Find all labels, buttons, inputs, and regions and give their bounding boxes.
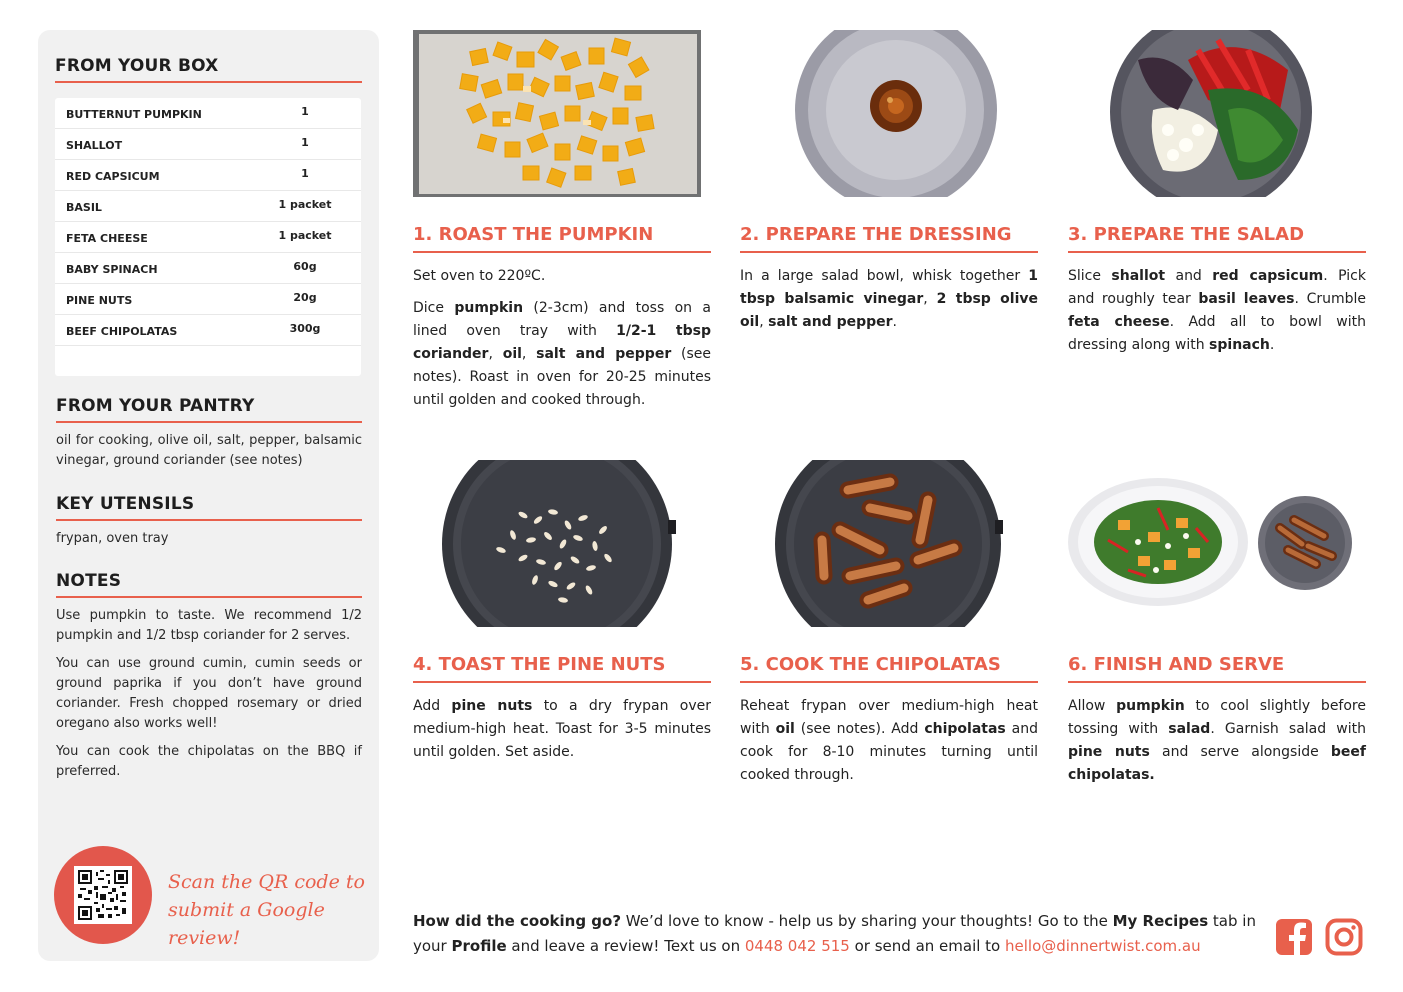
box-ingredients-table bbox=[55, 98, 361, 376]
profile-link[interactable]: Profile bbox=[451, 937, 507, 955]
roast-pumpkin-photo bbox=[413, 30, 701, 197]
note-item: You can cook the chipolatas on the BBQ if preferred. bbox=[56, 744, 362, 779]
step-5 bbox=[740, 654, 1038, 787]
ingredient-row bbox=[55, 222, 361, 253]
ingredient-row bbox=[55, 253, 361, 284]
ingredient-row bbox=[55, 284, 361, 315]
qr-code[interactable] bbox=[74, 866, 132, 924]
step-2 bbox=[740, 224, 1038, 334]
qr-code-icon bbox=[78, 870, 128, 920]
ingredient-qty: 300g bbox=[289, 322, 321, 335]
ingredient-row bbox=[55, 315, 361, 346]
pine-nuts-pan-photo bbox=[413, 460, 711, 627]
qr-caption-line: submit a Google review! bbox=[168, 899, 325, 949]
step-text: Set oven to 220ºC. bbox=[413, 268, 546, 284]
ingredient-row bbox=[55, 191, 361, 222]
ingredient-row bbox=[55, 160, 361, 191]
ingredient-qty: 1 packet bbox=[278, 229, 332, 242]
phone-link[interactable]: 0448 042 515 bbox=[744, 937, 850, 955]
step-title: 6. FINISH AND SERVE bbox=[1068, 654, 1366, 683]
ingredient-name: BUTTERNUT PUMPKIN bbox=[66, 108, 202, 121]
instagram-icon[interactable] bbox=[1325, 918, 1363, 956]
facebook-icon[interactable] bbox=[1275, 918, 1313, 956]
review-footer: How did the cooking go? We’d love to know - help us by sharing your thoughts! Go to the My Recipes tab in your Profile and leave a review! Text us on 0448 042 515 or send an email to hello@dinnertwist.com.au bbox=[413, 912, 1256, 955]
note-item: Use pumpkin to taste. We recommend 1/2 pumpkin and 1/2 tbsp coriander for 2 serves. bbox=[56, 608, 362, 643]
utensils-section bbox=[56, 494, 362, 549]
ingredients-panel bbox=[38, 30, 379, 961]
step-title: 2. PREPARE THE DRESSING bbox=[740, 224, 1038, 253]
ingredient-qty: 20g bbox=[293, 291, 317, 304]
ingredient-qty: 1 bbox=[301, 105, 309, 118]
my-recipes-link[interactable]: My Recipes bbox=[1112, 912, 1209, 930]
ingredient-row bbox=[55, 98, 361, 129]
salad-bowl-photo bbox=[1068, 30, 1366, 197]
pantry-section bbox=[56, 396, 362, 471]
step-title: 4. TOAST THE PINE NUTS bbox=[413, 654, 711, 683]
chipolatas-pan-photo bbox=[740, 460, 1038, 627]
qr-caption-line: Scan the QR code to bbox=[168, 871, 365, 893]
ingredient-name: BASIL bbox=[66, 201, 102, 214]
ingredient-name: BEEF CHIPOLATAS bbox=[66, 325, 178, 338]
ingredient-name: RED CAPSICUM bbox=[66, 170, 160, 183]
step-title: 3. PREPARE THE SALAD bbox=[1068, 224, 1366, 253]
step-text: Allow pumpkin to cool slightly before tossing with salad. Garnish salad with pine nuts and serve alongside beef chipolatas. bbox=[1068, 698, 1366, 783]
step-1 bbox=[413, 224, 711, 412]
step-text: Dice pumpkin (2-3cm) and toss on a lined oven tray with 1/2-1 tbsp coriander, oil, salt and pepper (see notes). Roast in oven for 20-25 minutes until golden and cooked through. bbox=[413, 300, 712, 408]
step-title: 1. ROAST THE PUMPKIN bbox=[413, 224, 711, 253]
finished-dish-photo bbox=[1068, 460, 1366, 627]
note-item: You can use ground cumin, cumin seeds or ground paprika if you don’t have ground coriander. Fresh chopped rosemary or dried oregano also works well! bbox=[56, 656, 362, 731]
step-text: Add pine nuts to a dry frypan over medium-high heat. Toast for 3-5 minutes until golden. Set aside. bbox=[413, 698, 711, 760]
ingredient-name: SHALLOT bbox=[66, 139, 123, 152]
utensils-heading: KEY UTENSILS bbox=[56, 494, 362, 521]
notes-heading: NOTES bbox=[56, 571, 362, 598]
step-text: In a large salad bowl, whisk together 1 tbsp balsamic vinegar, 2 tbsp olive oil, salt and pepper. bbox=[740, 268, 1039, 330]
step-title: 5. COOK THE CHIPOLATAS bbox=[740, 654, 1038, 683]
ingredient-name: BABY SPINACH bbox=[66, 263, 158, 276]
notes-section bbox=[56, 571, 362, 782]
step-6 bbox=[1068, 654, 1366, 787]
utensils-text: frypan, oven tray bbox=[56, 531, 169, 546]
step-3 bbox=[1068, 224, 1366, 357]
ingredient-row bbox=[55, 129, 361, 160]
pantry-text: oil for cooking, olive oil, salt, pepper, balsamic vinegar, ground coriander (see notes) bbox=[56, 433, 362, 468]
ingredient-qty: 1 bbox=[301, 136, 309, 149]
ingredient-name: FETA CHEESE bbox=[66, 232, 148, 245]
ingredient-qty: 1 packet bbox=[278, 198, 332, 211]
ingredient-name: PINE NUTS bbox=[66, 294, 133, 307]
dressing-bowl-photo bbox=[740, 30, 1038, 197]
ingredient-qty: 1 bbox=[301, 167, 309, 180]
from-your-box-heading: FROM YOUR BOX bbox=[55, 56, 362, 83]
email-link[interactable]: hello@dinnertwist.com.au bbox=[1005, 937, 1201, 955]
step-text: Slice shallot and red capsicum. Pick and roughly tear basil leaves. Crumble feta cheese. Add all to bowl with dressing along with spinach. bbox=[1068, 268, 1366, 353]
ingredient-qty: 60g bbox=[293, 260, 317, 273]
pantry-heading: FROM YOUR PANTRY bbox=[56, 396, 362, 423]
qr-caption bbox=[168, 868, 368, 952]
step-4 bbox=[413, 654, 711, 764]
step-text: Reheat frypan over medium-high heat with oil (see notes). Add chipolatas and cook for 8-10 minutes turning until cooked through. bbox=[740, 698, 1038, 783]
footer-question: How did the cooking go? bbox=[413, 912, 622, 930]
qr-code-badge[interactable] bbox=[54, 846, 152, 944]
